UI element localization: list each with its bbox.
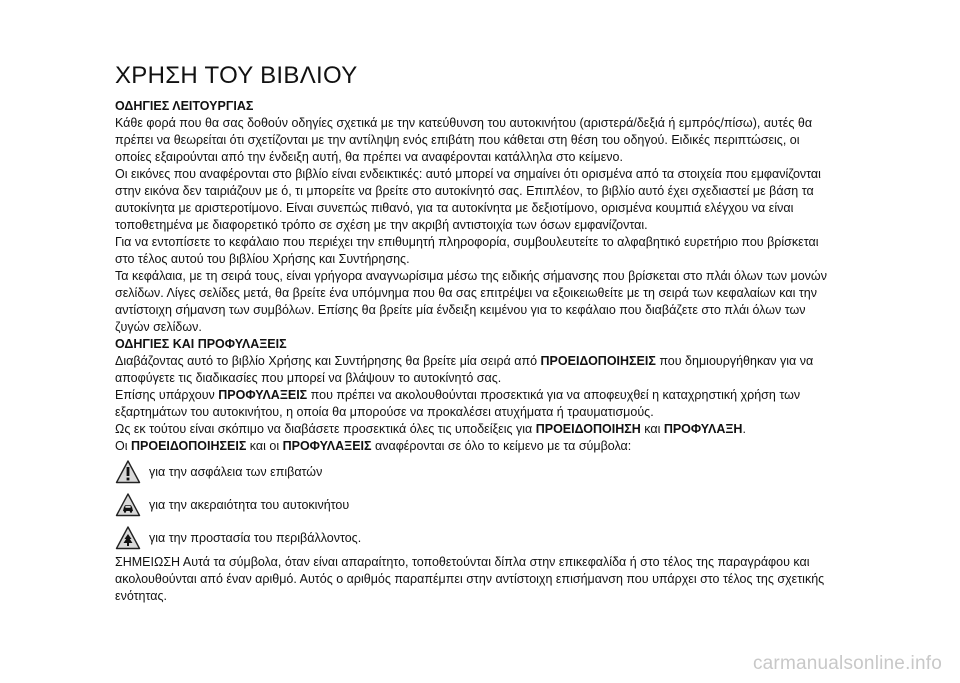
paragraph: Οι εικόνες που αναφέρονται στο βιβλίο είναι ενδεικτικές: αυτό μπορεί να σημαίνει ότι ορισμένα από τα στοιχεία που εμφανίζονται στην εικόνα δεν ταιριάζουν με ό, τι μπορείτε να βρείτε στο αυτοκίνητό σας. Επιπλέον, το βιβλίο αυτό έχει σχεδιαστεί με βάση τα αυτοκίνητα με αριστεροτίμονο. Είναι συνεπώς πιθανό, για τα αυτοκίνητα με δεξιοτίμονο, ορισμένα κουμπιά ελέγχου να είναι τοποθετημένα με διαφορετικό τρόπο σε σχέση με την ακριβή αντιστοιχία των όσων εμφανίζονται. [115, 167, 821, 232]
paragraph [115, 353, 835, 387]
text-run: Διαβάζοντας αυτό το βιβλίο Χρήσης και Συντήρησης θα βρείτε μία σειρά από [115, 354, 541, 368]
page-title: ΧΡΗΣΗ ΤΟΥ ΒΙΒΛΙΟΥ [115, 62, 358, 89]
paragraph: Για να εντοπίσετε το κεφάλαιο που περιέχει την επιθυμητή πληροφορία, συμβουλευτείτε το αλφαβητικό ευρετήριο που βρίσκεται στο τέλος αυτού του βιβλίου Χρήσης και Συντήρησης. [115, 235, 819, 266]
warning-car-icon [115, 492, 141, 518]
emphasis-warnings: ΠΡΟΕΙΔΟΠΟΙΗΣΕΙΣ [130, 439, 247, 453]
text-run: Οι [115, 439, 131, 453]
text-run: . [742, 422, 746, 436]
paragraph: Τα κεφάλαια, με τη σειρά τους, είναι γρήγορα αναγνωρίσιμα μέσω της ειδικής σήμανσης που βρίσκεται στο πλάι όλων των μονών σελίδων. Λίγες σελίδες μετά, θα βρείτε ένα υπόμνημα που θα σας επιτρέψει να εξοικειωθείτε με τη σειρά των κεφαλαίων και την αντίστοιχη σήμανση των συμβόλων. Επίσης θα βρείτε μία ένδειξη κειμένου για το κεφάλαιο που διαβάζετε στο πλάι όλων των ζυγών σελίδων. [115, 269, 827, 334]
symbol-label: για την ασφάλεια των επιβατών [149, 464, 323, 479]
emphasis-warnings: ΠΡΟΕΙΔΟΠΟΙΗΣΕΙΣ [540, 354, 656, 368]
symbol-label: για την ακεραιότητα του αυτοκινήτου [149, 497, 350, 512]
text-run: Ως εκ τούτου είναι σκόπιμο να διαβάσετε προσεκτικά όλες τις υποδείξεις για [115, 422, 536, 436]
emphasis-warning: ΠΡΟΕΙΔΟΠΟΙΗΣΗ [535, 422, 641, 436]
paragraph [115, 438, 835, 455]
text-run: και [640, 422, 664, 436]
symbol-label: για την προστασία του περιβάλλοντος. [149, 530, 362, 545]
text-run: αναφέρονται σε όλο το κείμενο με τα σύμβολα: [371, 439, 632, 453]
text-run: που πρέπει να ακολουθούνται προσεκτικά για να αποφευχθεί η καταχρηστική χρήση των εξαρτημάτων του αυτοκινήτου, η οποία θα μπορούσε να προκαλέσει ατυχήματα ή τραυματισμούς. [115, 388, 801, 419]
text-run: και οι [246, 439, 283, 453]
section-heading-warnings-precautions: ΟΔΗΓΙΕΣ ΚΑΙ ΠΡΟΦΥΛΑΞΕΙΣ [115, 337, 287, 351]
symbol-row-environment [115, 521, 835, 554]
warning-environment-icon [115, 525, 141, 551]
text-run: που δημιουργήθηκαν για να αποφύγετε τις διαδικασίες που μπορεί να βλάψουν το αυτοκίνητό σας. [115, 354, 814, 385]
warning-exclamation-icon [115, 459, 141, 485]
text-run: Επίσης υπάρχουν [115, 388, 219, 402]
symbol-row-passenger-safety [115, 455, 835, 488]
emphasis-precaution: ΠΡΟΦΥΛΑΞΗ [663, 422, 743, 436]
document-page [115, 62, 835, 605]
emphasis-precautions: ΠΡΟΦΥΛΑΞΕΙΣ [282, 439, 372, 453]
symbol-row-vehicle-integrity [115, 488, 835, 521]
paragraph: Κάθε φορά που θα σας δοθούν οδηγίες σχετικά με την κατεύθυνση του αυτοκινήτου (αριστερά/δεξιά ή εμπρός/πίσω), αυτές θα πρέπει να θεωρείται ότι σχετίζονται με την αντίληψη ενός επιβάτη που κάθεται στη θέση του οδηγού. Ειδικές περιπτώσεις, οι οποίες εξαιρούνται από την ένδειξη αυτή, θα πρέπει να αναφέρονται κατάλληλα στο κείμενο. [115, 116, 813, 164]
note-paragraph: ΣΗΜΕΙΩΣΗ Αυτά τα σύμβολα, όταν είναι απαραίτητο, τοποθετούνται δίπλα στην επικεφαλίδα ή στο τέλος της παραγράφου και ακολουθούνται από έναν αριθμό. Αυτός ο αριθμός παραπέμπει στην αντίστοιχη επισήμανση που υπάρχει στο τέλος της σχετικής ενότητας. [115, 555, 825, 603]
paragraph [115, 387, 835, 421]
paragraph [115, 421, 835, 438]
emphasis-precautions: ΠΡΟΦΥΛΑΞΕΙΣ [218, 388, 308, 402]
watermark: carmanualsonline.info [752, 653, 942, 674]
section-heading-operating-instructions: ΟΔΗΓΙΕΣ ΛΕΙΤΟΥΡΓΙΑΣ [115, 99, 254, 113]
